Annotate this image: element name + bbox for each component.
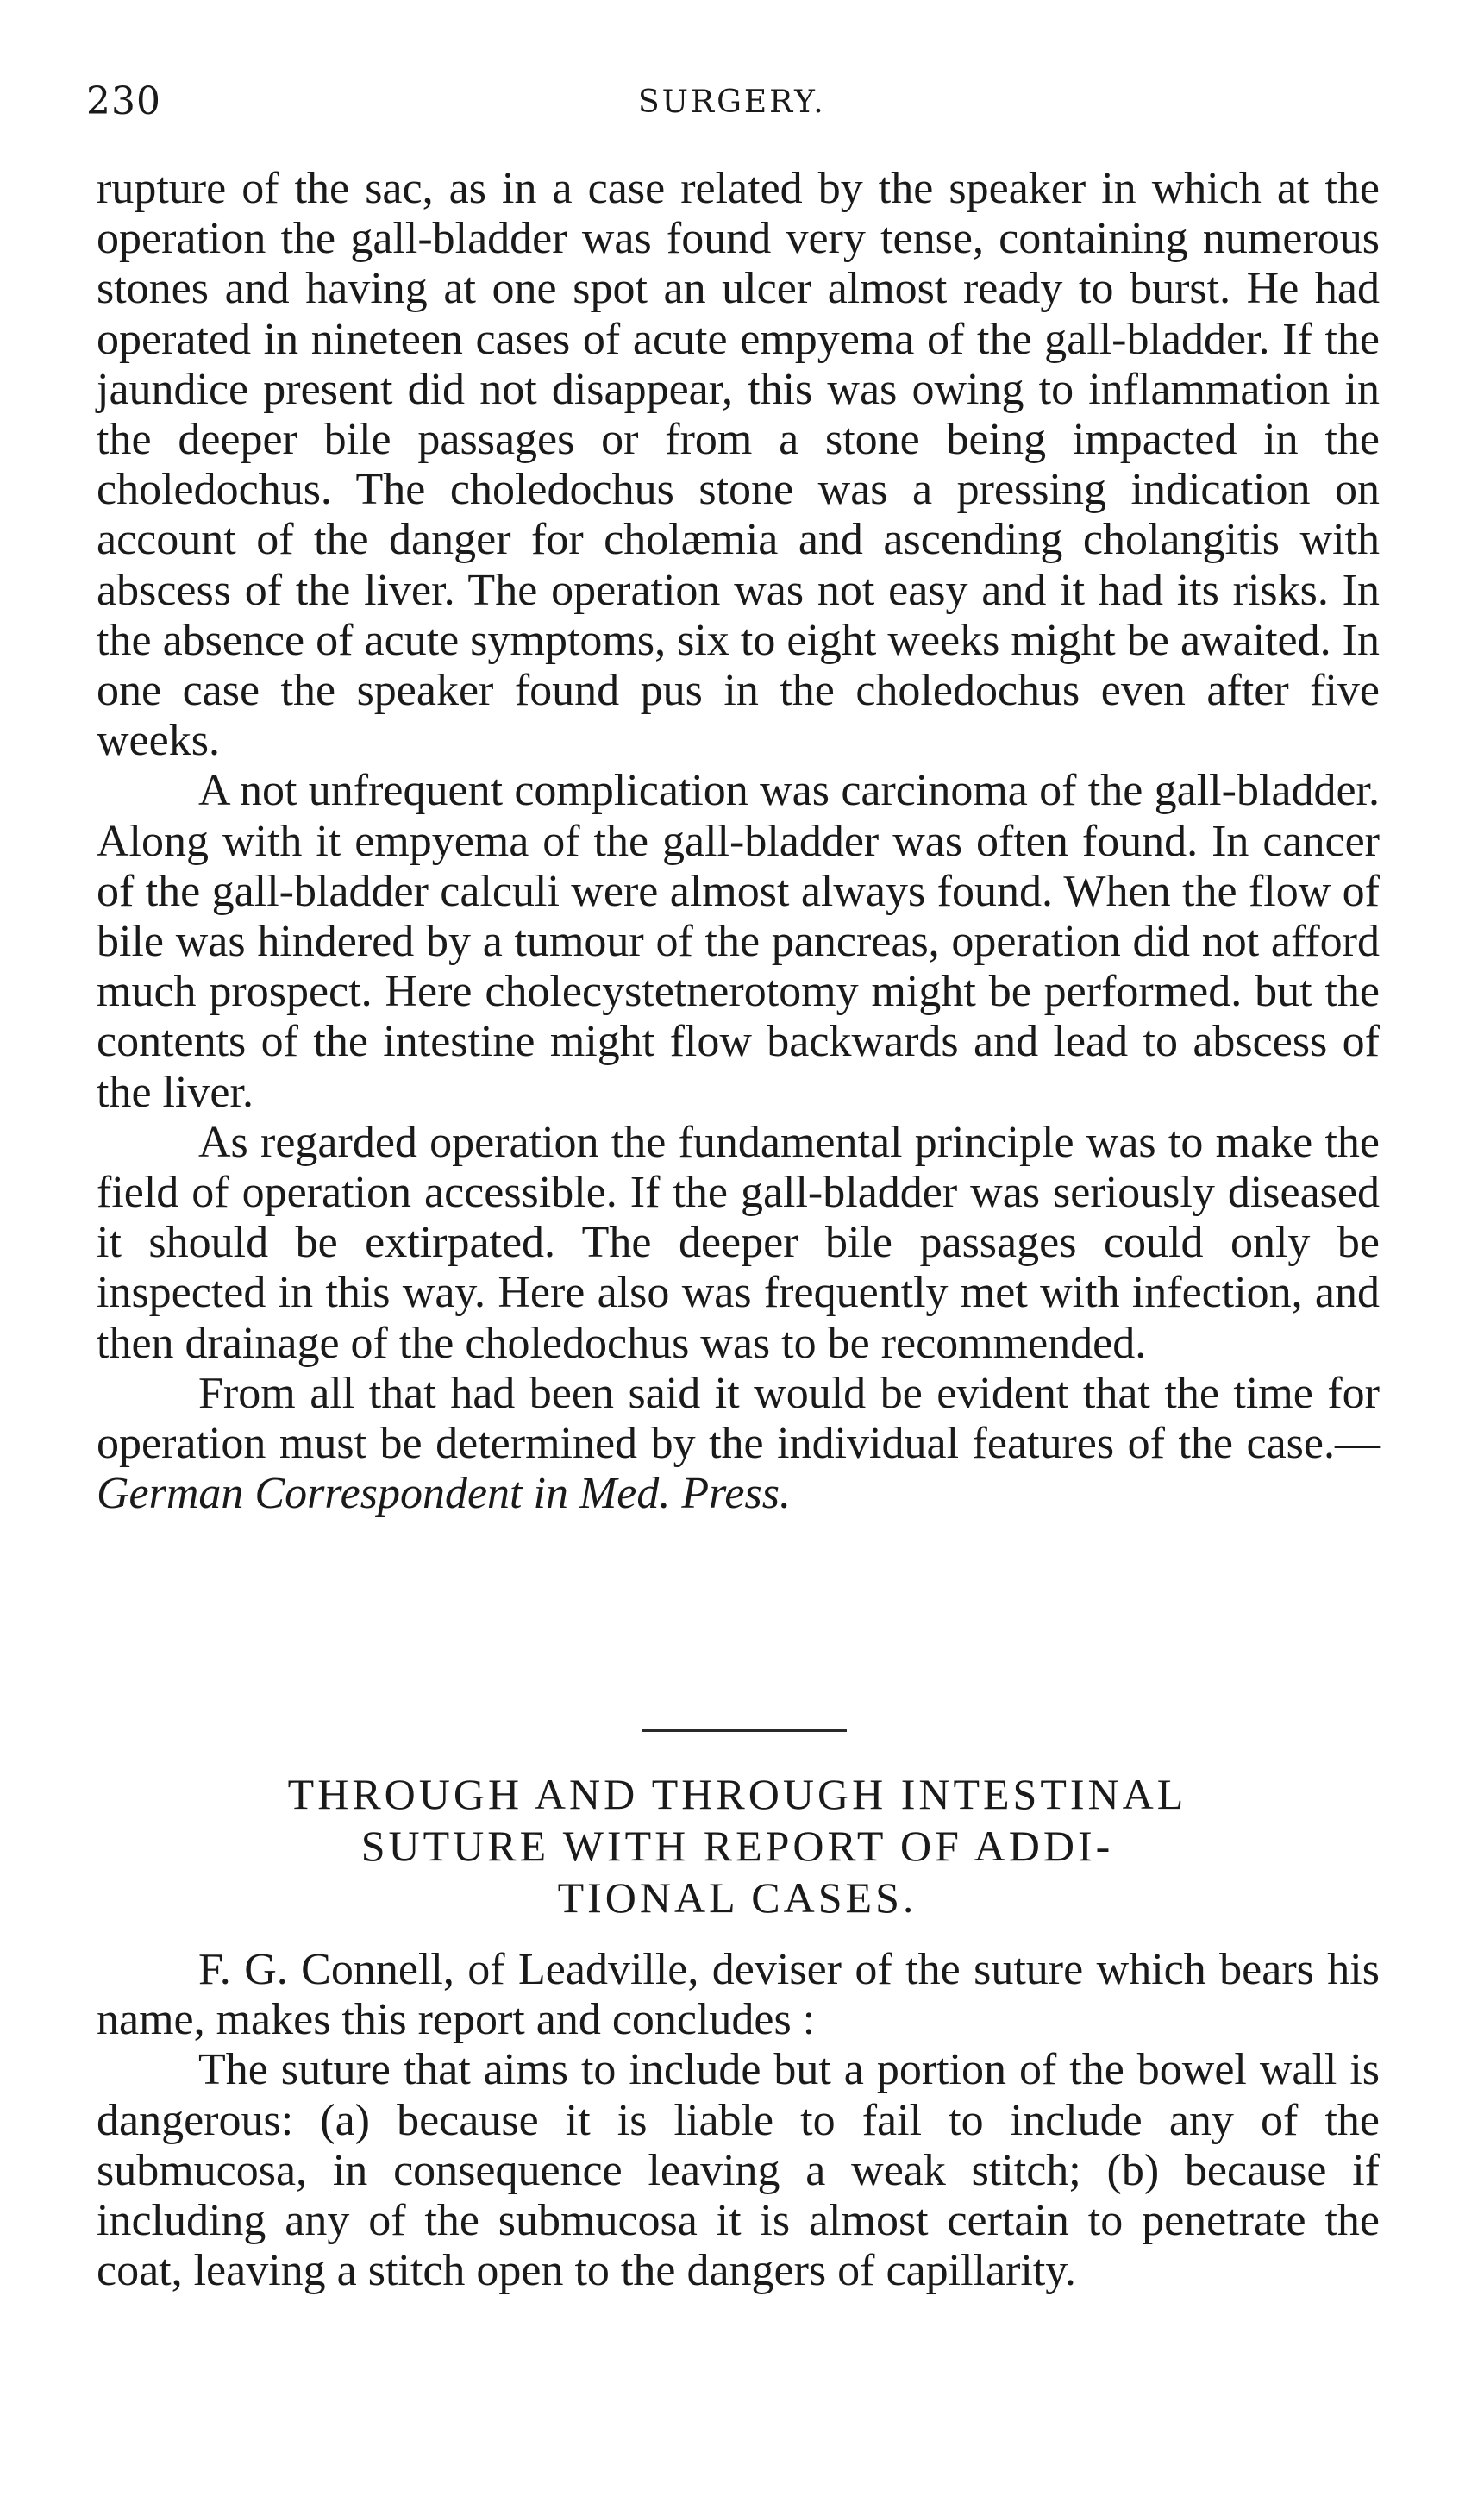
paragraph: rupture of the sac, as in a case related by the speaker in which at the operation the gall-bladder was found very tense, containing numerous stones and having at one spot an ulcer almost ready to burst. He had operated in nineteen cases of acute empyema of the gall-bladder. If the jaundice present did not disappear, this was owing to inflammation in the deeper bile passages or from a stone being impacted in the choledochus. The choledochus stone was a pressing indication on account of the danger for cholæmia and ascending cholangitis with abscess of the liver. The operation was not easy and it had its risks. In the absence of acute symptoms, six to eight weeks might be awaited. In one case the speaker found pus in the choledochus even after five weeks.: [97, 164, 1380, 766]
paragraph: As regarded operation the fundamental principle was to make the field of operation accessible. If the gall-bladder was seriously diseased it should be extirpated. The deeper bile passages could only be inspected in this way. Here also was frequently met with infection, and then drainage of the choledochus was to be recommended.: [97, 1117, 1380, 1368]
paragraph-text: From all that had been said it would be evident that the time for operation must be determined by the individual features of the case.—: [97, 1368, 1380, 1469]
paragraph: A not unfrequent complication was carcinoma of the gall-bladder. Along with it empyema of the gall-bladder was often found. In cancer of the gall-bladder calculi were almost always found. When the flow of bile was hindered by a tumour of the pancreas, operation did not afford much prospect. Here cholecystetnerotomy might be performed. but the contents of the intestine might flow backwards and lead to abscess of the liver.: [97, 766, 1380, 1117]
title-line: SUTURE WITH REPORT OF ADDI-: [360, 1822, 1114, 1870]
title-line: THROUGH AND THROUGH INTESTINAL: [287, 1770, 1187, 1818]
paragraph-with-citation: [97, 1369, 1380, 1520]
source-citation: German Correspondent in Med. Press.: [97, 1469, 791, 1519]
running-head: [86, 79, 1380, 131]
title-line: TIONAL CASES.: [557, 1873, 917, 1922]
section-divider: [642, 1729, 847, 1732]
article-body-gall-bladder: [97, 164, 1380, 1519]
article-title: [172, 1768, 1302, 1923]
page-number: 230: [86, 79, 161, 123]
paragraph: The suture that aims to include but a portion of the bowel wall is dangerous: (a) because it is liable to fail to include any of the submucosa, in consequence leaving a weak stitch; (b) because if including any of the submucosa it is almost certain to penetrate the coat, leaving a stitch open to the dangers of capillarity.: [97, 2045, 1380, 2296]
paragraph: F. G. Connell, of Leadville, deviser of the suture which bears his name, makes this report and concludes :: [97, 1945, 1380, 2045]
article-body-intestinal-suture: [97, 1945, 1380, 2296]
running-title: SURGERY.: [638, 85, 826, 120]
